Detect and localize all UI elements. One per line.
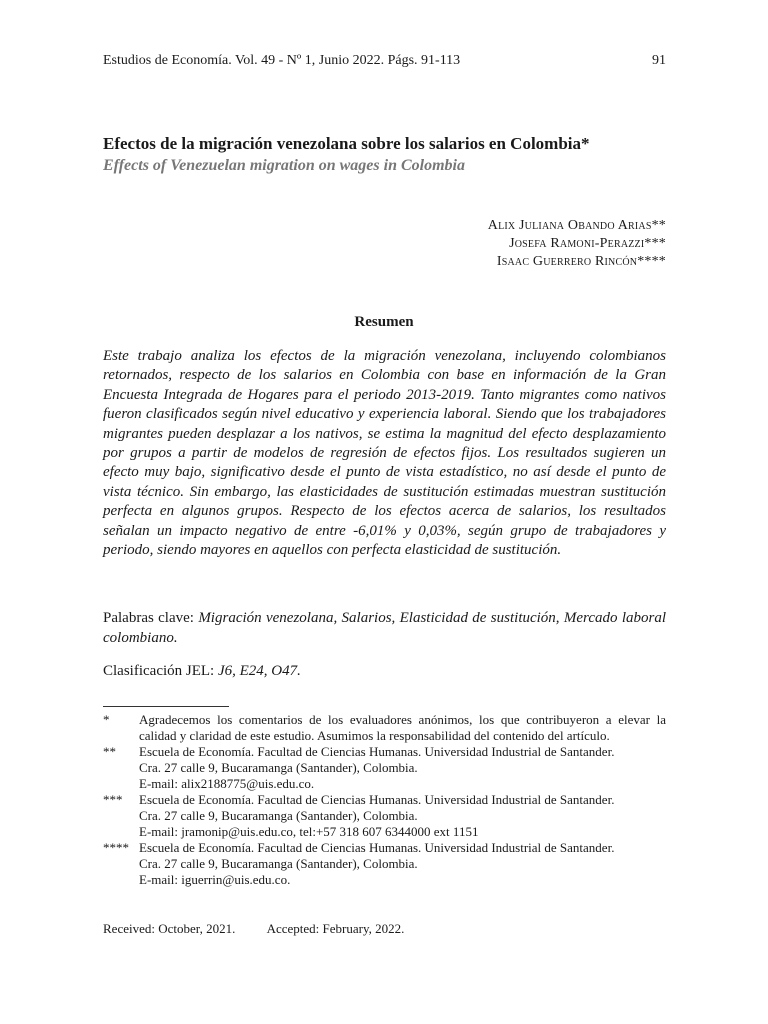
footnote-line: Escuela de Economía. Facultad de Ciencias Humanas. Universidad Industrial de Santander. [139,744,615,759]
author-name: Josefa Ramoni-Perazzi*** [509,236,666,251]
author-name: Isaac Guerrero Rincón**** [496,254,666,269]
abstract-text: Este trabajo analiza los efectos de la migración venezolana, incluyendo colombianos retornados, respecto de los salarios en Colombia con base en información de la Gran Encuesta Integrada de Hogares para el periodo 2013-2019. Tanto migrantes como nativos fueron clasificados según nivel educativo y experiencia laboral. Siendo que los trabajadores migrantes pueden desplazar a los nativos, se estima la magnitud del efecto desplazamiento por grupos a partir de modelos de regresión de efectos fijos. Los resultados sugieren un efecto muy bajo, significativo desde el punto de vista estadístico, no así desde el punto de vista técnico. Sin embargo, las elasticidades de sustitución estimadas muestran sustitución perfecta en algunos grupos. Respecto de los efectos acerca de salarios, los resultados señalan un impacto negativo de entre -6,01% y 0,03%, según grupo de trabajadores y periodo, siendo mayores en aquellos con perfecta elasticidad de sustitución. [103,348,666,559]
keywords-values: Migración venezolana, Salarios, Elasticidad de sustitución, Mercado laboral colombiano. [103,610,666,646]
footnote-line: Cra. 27 calle 9, Bucaramanga (Santander), Colombia. [139,856,418,871]
footnote-item [103,744,666,792]
running-head [103,53,666,69]
jel-label: Clasificación JEL: [103,663,215,679]
footnote-item [103,840,666,888]
footnote-mark: * [103,712,110,727]
article-subtitle-english: Effects of Venezuelan migration on wages in Colombia [103,157,465,174]
author-list [488,217,666,271]
footnote-text [139,744,666,792]
accepted-date: Accepted: February, 2022. [266,921,405,936]
jel-codes: J6, E24, O47. [217,663,301,679]
footnote-line: Escuela de Economía. Facultad de Ciencias Humanas. Universidad Industrial de Santander. [139,792,615,807]
footnote-line: Agradecemos los comentarios de los evaluadores anónimos, los que contribuyeron a elevar la calidad y claridad de este estudio. Asumimos la responsabilidad del contenido del artículo. [139,712,666,743]
journal-citation: Estudios de Economía. Vol. 49 - Nº 1, Junio 2022. Págs. 91-113 [103,53,461,68]
author-name: Alix Juliana Obando Arias** [487,218,666,233]
abstract-heading: Resumen [354,314,414,330]
jel-classification [103,663,666,680]
footnote-item [103,792,666,840]
submission-dates [103,921,404,937]
footnote-mark: *** [103,792,123,807]
page-number: 91 [652,53,666,68]
footnote-line: Escuela de Economía. Facultad de Ciencias Humanas. Universidad Industrial de Santander. [139,840,615,855]
footnote-text [139,840,666,888]
keywords [103,608,666,648]
footnote-divider [103,706,229,707]
footnote-line: Cra. 27 calle 9, Bucaramanga (Santander), Colombia. [139,760,418,775]
footnote-text [139,792,666,840]
footnote-line: Cra. 27 calle 9, Bucaramanga (Santander), Colombia. [139,808,418,823]
footnote-email: E-mail: jramonip@uis.edu.co, tel:+57 318 607 6344000 ext 1151 [139,824,479,839]
footnote-item [103,712,666,744]
footnotes [103,712,666,888]
footnote-mark: ** [103,744,116,759]
article-title: Efectos de la migración venezolana sobre los salarios en Colombia* [103,134,590,153]
footnote-email: E-mail: iguerrin@uis.edu.co. [139,872,291,887]
footnote-mark: **** [103,840,129,855]
received-date: Received: October, 2021. [103,921,236,936]
footnote-email: E-mail: alix2188775@uis.edu.co. [139,776,315,791]
footnote-text [139,712,666,744]
keywords-label: Palabras clave: [103,610,194,626]
